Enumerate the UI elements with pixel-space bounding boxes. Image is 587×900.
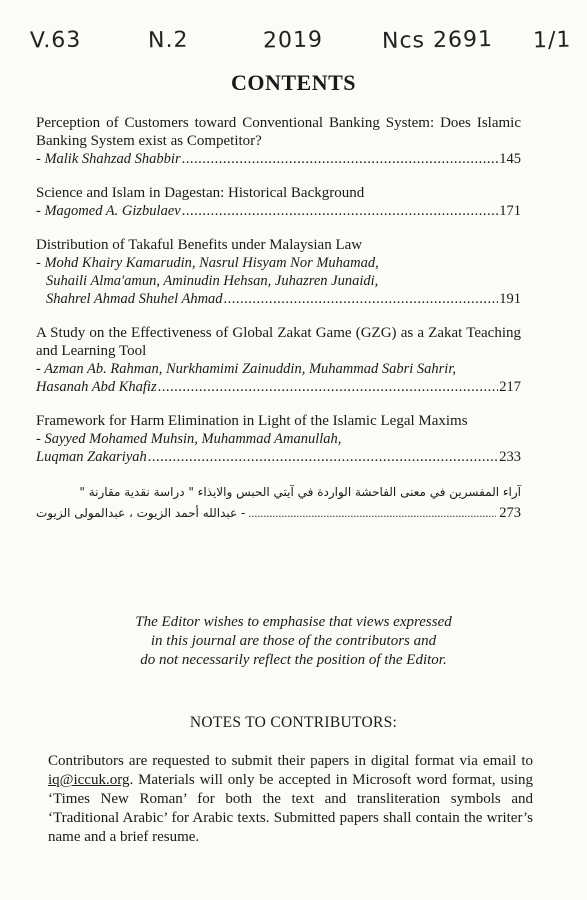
toc-entry-authors xyxy=(36,430,521,448)
page-number: 171 xyxy=(499,203,521,219)
email-link[interactable]: iq@iccuk.org xyxy=(48,772,130,788)
author-names: - عبدالله أحمد الزيوت ، عبدالمولى الزيوت xyxy=(36,506,246,520)
toc-entry-authors xyxy=(36,150,521,168)
author-names: Suhaili Alma'amun, Aminudin Hehsan, Juhazren Junaidi, xyxy=(46,273,379,289)
toc-entry xyxy=(36,184,521,220)
notes-heading: NOTES TO CONTRIBUTORS: xyxy=(189,714,398,731)
toc-entry-authors xyxy=(36,502,521,524)
handwritten-number: N.2 xyxy=(147,27,189,54)
page-number: 233 xyxy=(499,449,521,465)
author-names: - Sayyed Mohamed Muhsin, Muhammad Amanullah, xyxy=(36,431,342,447)
author-names: - Malik Shahzad Shabbir xyxy=(36,151,181,167)
toc-entry xyxy=(36,412,521,466)
editor-disclaimer xyxy=(0,613,587,670)
toc-entry-authors xyxy=(36,272,521,290)
disclaimer-line: The Editor wishes to emphasise that views expressed xyxy=(135,614,452,630)
author-names: Luqman Zakariyah xyxy=(36,449,147,465)
toc-entry xyxy=(36,236,521,308)
toc-entry xyxy=(36,114,521,168)
handwritten-volume: V.63 xyxy=(29,27,82,54)
disclaimer-line: do not necessarily reflect the position of the Editor. xyxy=(140,652,447,668)
page-number: 217 xyxy=(499,379,521,395)
table-of-contents xyxy=(36,114,521,540)
toc-entry-arabic xyxy=(36,482,521,524)
author-names: - Mohd Khairy Kamarudin, Nasrul Hisyam Nor Muhamad, xyxy=(36,255,379,271)
leader-dots xyxy=(148,448,498,466)
page-number: 145 xyxy=(499,151,521,167)
toc-entry-authors xyxy=(36,378,521,396)
toc-entry-authors xyxy=(36,254,521,272)
author-names: - Magomed A. Gizbulaev xyxy=(36,203,181,219)
toc-entry-title: A Study on the Effectiveness of Global Zakat Game (GZG) as a Zakat Teaching and Learning Tool xyxy=(36,325,521,359)
handwritten-copy: 1/1 xyxy=(532,27,572,54)
toc-entry-title: آراء المفسرين في معنى الفاحشة الواردة في آيتي الحبس والايذاء " دراسة نقدية مقارنة " xyxy=(79,485,521,499)
leader-dots xyxy=(224,290,499,308)
handwritten-year: 2019 xyxy=(262,27,324,54)
author-names: Shahrel Ahmad Shuhel Ahmad xyxy=(46,291,223,307)
leader-dots xyxy=(158,378,499,396)
author-names: - Azman Ab. Rahman, Nurkhamimi Zainuddin, Muhammad Sabri Sahrir, xyxy=(36,361,456,377)
author-names: Hasanah Abd Khafiz xyxy=(36,379,157,395)
toc-entry-title: Framework for Harm Elimination in Light of the Islamic Legal Maxims xyxy=(36,413,468,429)
page-number: 191 xyxy=(499,291,521,307)
leader-dots xyxy=(182,150,499,168)
toc-entry xyxy=(36,324,521,396)
page-number: 273 xyxy=(499,505,521,521)
toc-entry-authors xyxy=(36,360,521,378)
toc-entry-title: Distribution of Takaful Benefits under Malaysian Law xyxy=(36,237,363,253)
notes-text: Contributors are requested to submit their papers in digital format via email to xyxy=(48,753,533,769)
disclaimer-line: in this journal are those of the contributors and xyxy=(150,633,437,649)
leader-dots xyxy=(182,202,499,220)
contents-heading: CONTENTS xyxy=(230,70,357,95)
handwritten-reference: Ncs 2691 xyxy=(381,27,494,54)
toc-entry-title: Perception of Customers toward Conventional Banking System: Does Islamic Banking System exist as Competitor? xyxy=(36,115,521,149)
notes-text: . Materials will only be accepted in Microsoft word format, using ‘Times New Roman’ for both the text and transliteration symbols and ‘Traditional Arabic’ for Arabic texts. Submitted papers shall contain the writer’s name and a brief resume. xyxy=(48,772,533,845)
leader-dots xyxy=(248,502,496,524)
notes-to-contributors xyxy=(48,752,533,847)
toc-entry-title: Science and Islam in Dagestan: Historical Background xyxy=(36,185,365,201)
toc-entry-authors xyxy=(36,290,521,308)
toc-entry-authors xyxy=(36,202,521,220)
toc-entry-authors xyxy=(36,448,521,466)
